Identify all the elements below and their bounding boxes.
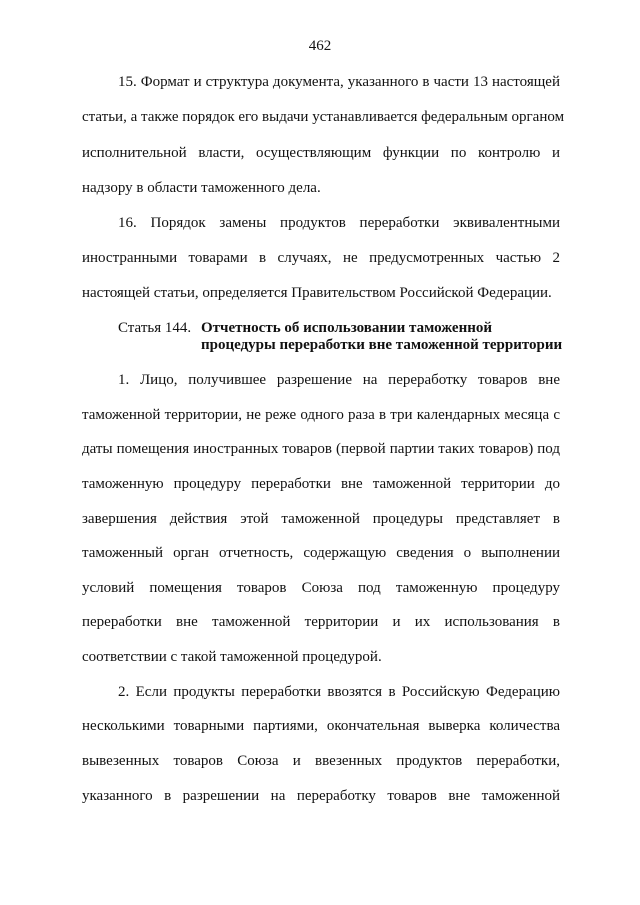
- paragraph-2-line-4: указанного в разрешении на переработку товаров вне таможенной: [82, 788, 560, 804]
- paragraph-2-line-3: вывезенных товаров Союза и ввезенных продуктов переработки,: [82, 753, 560, 769]
- section-15-line-3: исполнительной власти, осуществляющим функции по контролю и: [82, 145, 560, 161]
- page-number: 462: [308, 38, 332, 54]
- paragraph-1-line-9: соответствии с такой таможенной процедурой.: [82, 649, 382, 665]
- paragraph-1-line-3: даты помещения иностранных товаров (первой партии таких товаров) под: [82, 441, 560, 457]
- article-label: Статья 144.: [118, 320, 192, 336]
- section-16-line-1: 16. Порядок замены продуктов переработки эквивалентными: [118, 215, 560, 231]
- paragraph-2-line-2: несколькими товарными партиями, окончательная выверка количества: [82, 718, 560, 734]
- paragraph-1-line-7: условий помещения товаров Союза под таможенную процедуру: [82, 580, 560, 596]
- article-title-line-1: Отчетность об использовании таможенной: [201, 320, 493, 336]
- article-title-line-2: процедуры переработки вне таможенной территории: [201, 337, 563, 353]
- paragraph-1-line-4: таможенную процедуру переработки вне таможенной территории до: [82, 476, 560, 492]
- paragraph-1-line-8: переработки вне таможенной территории и их использования в: [82, 614, 560, 630]
- section-16-line-3: настоящей статьи, определяется Правительством Российской Федерации.: [82, 285, 552, 301]
- paragraph-1-line-5: завершения действия этой таможенной процедуры представляет в: [82, 511, 560, 527]
- paragraph-1-line-1: 1. Лицо, получившее разрешение на переработку товаров вне: [118, 372, 560, 388]
- paragraph-1-line-6: таможенный орган отчетность, содержащую сведения о выполнении: [82, 545, 560, 561]
- paragraph-2-line-1: 2. Если продукты переработки ввозятся в Российскую Федерацию: [118, 684, 560, 700]
- section-15-line-2: статьи, а также порядок его выдачи устанавливается федеральным органом: [82, 109, 565, 125]
- section-15-line-4: надзору в области таможенного дела.: [82, 180, 321, 196]
- section-15-line-1: 15. Формат и структура документа, указанного в части 13 настоящей: [118, 74, 560, 90]
- section-16-line-2: иностранными товарами в случаях, не предусмотренных частью 2: [82, 250, 560, 266]
- paragraph-1-line-2: таможенной территории, не реже одного раза в три календарных месяца с: [82, 407, 560, 423]
